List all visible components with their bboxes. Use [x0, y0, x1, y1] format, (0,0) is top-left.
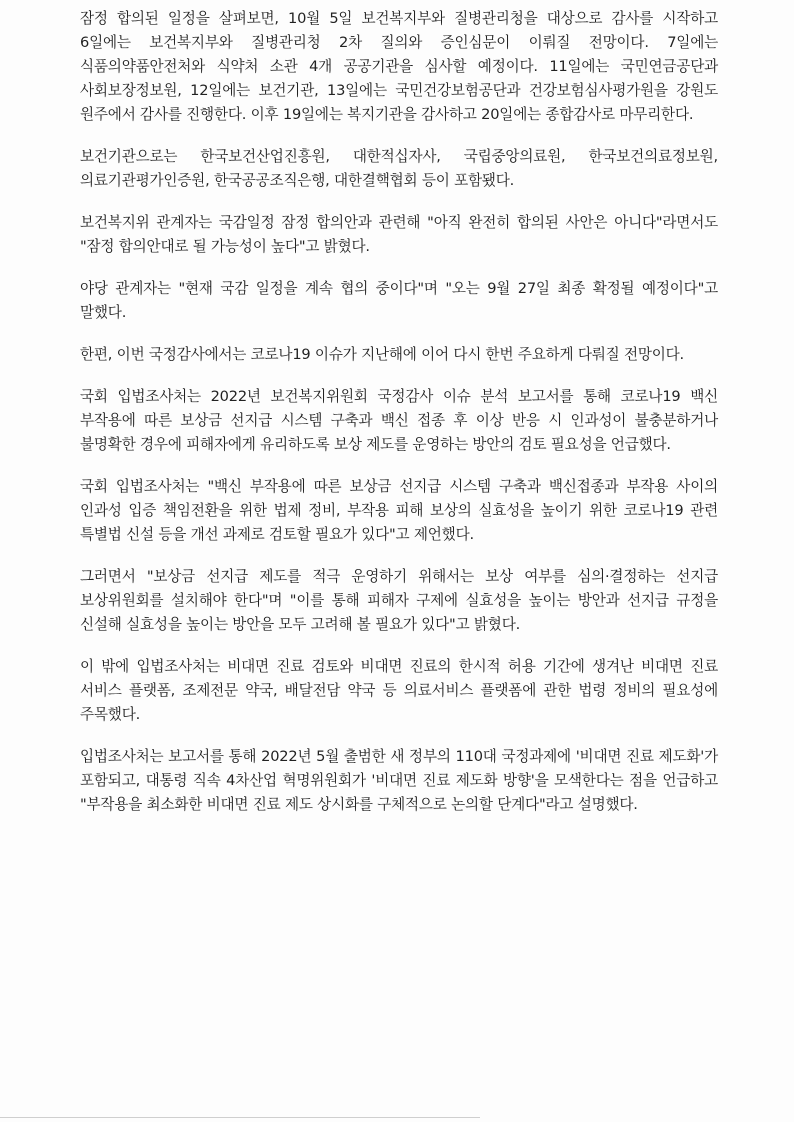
paragraph-opposition-official: 야당 관계자는 "현재 국감 일정을 계속 협의 중이다"며 "오는 9월 27일 최종 확정될 예정이다"고 말했다. — [80, 280, 718, 321]
paragraph-schedule: 잠정 합의된 일정을 살펴보면, 10월 5일 보건복지부와 질병관리청을 대상으로 감사를 시작하고 6일에는 보건복지부와 질병관리청 2차 질의와 증인심문이 이뤄질 전망이다. 7일에는 식품의약품안전처와 식약처 소관 4개 공공기관을 심사할 예정이다. 11일에는 국민연금공단과 사회보장정보원, 12일에는 보건기관, 13일에는 국민건강보험공단과 건강보험심사평가원을 강원도 원주에서 감사를 진행한다. 이후 19일에는 복지기관을 감사하고 20일에는 종합감사로 마무리한다. — [80, 10, 718, 123]
paragraph-covid-issue: 한편, 이번 국정감사에서는 코로나19 이슈가 지난해에 이어 다시 한번 주요하게 다뤄질 전망이다. — [80, 346, 684, 363]
scan-edge-line — [0, 1117, 480, 1118]
paragraph-telemedicine-policy: 입법조사처는 보고서를 통해 2022년 5월 출범한 새 정부의 110대 국정과제에 '비대면 진료 제도화'가 포함되고, 대통령 직속 4차산업 혁명위원회가 '비대면 진료 제도화 방향'을 모색한다는 점을 언급하고 "부작용을 최소화한 비대면 진료 제도 상시화를 구체적으로 논의할 단계다"라고 설명했다. — [80, 748, 718, 813]
paragraph-research-report: 국회 입법조사처는 2022년 보건복지위원회 국정감사 이슈 분석 보고서를 통해 코로나19 백신 부작용에 따른 보상금 선지급 시스템 구축과 백신 접종 후 이상 반응 시 인과성이 불충분하거나 불명확한 경우에 피해자에게 유리하도록 보상 제도를 운영하는 방안의 검토 필요성을 언급했다. — [80, 388, 718, 453]
paragraph-compensation-committee: 그러면서 "보상금 선지급 제도를 적극 운영하기 위해서는 보상 여부를 심의·결정하는 선지급 보상위원회를 설치해야 한다"며 "이를 통해 피해자 구제에 실효성을 높이는 방안과 선지급 규정을 신설해 실효성을 높이는 방안을 모두 고려해 볼 필요가 있다"고 밝혔다. — [80, 568, 718, 633]
paragraph-telemedicine-platform: 이 밖에 입법조사처는 비대면 진료 검토와 비대면 진료의 한시적 허용 기간에 생겨난 비대면 진료 서비스 플랫폼, 조제전문 약국, 배달전담 약국 등 의료서비스 플랫폼에 관한 법령 정비의 필요성에 주목했다. — [80, 658, 718, 723]
paragraph-health-institutions: 보건기관으로는 한국보건산업진흥원, 대한적십자사, 국립중앙의료원, 한국보건의료정보원, 의료기관평가인증원, 한국공공조직은행, 대한결핵협회 등이 포함됐다. — [80, 148, 718, 189]
article-body — [80, 7, 718, 835]
paragraph-committee-official: 보건복지위 관계자는 국감일정 잠정 합의안과 관련해 "아직 완전히 합의된 사안은 아니다"라면서도 "잠정 합의안대로 될 가능성이 높다"고 밝혔다. — [80, 214, 718, 255]
paragraph-research-recommendation: 국회 입법조사처는 "백신 부작용에 따른 보상금 선지급 시스템 구축과 백신접종과 부작용 사이의 인과성 입증 책임전환을 위한 법제 정비, 부작용 피해 보상의 실효성을 높이기 위한 코로나19 관련 특별법 신설 등을 개선 과제로 검토할 필요가 있다"고 제언했다. — [80, 478, 718, 543]
